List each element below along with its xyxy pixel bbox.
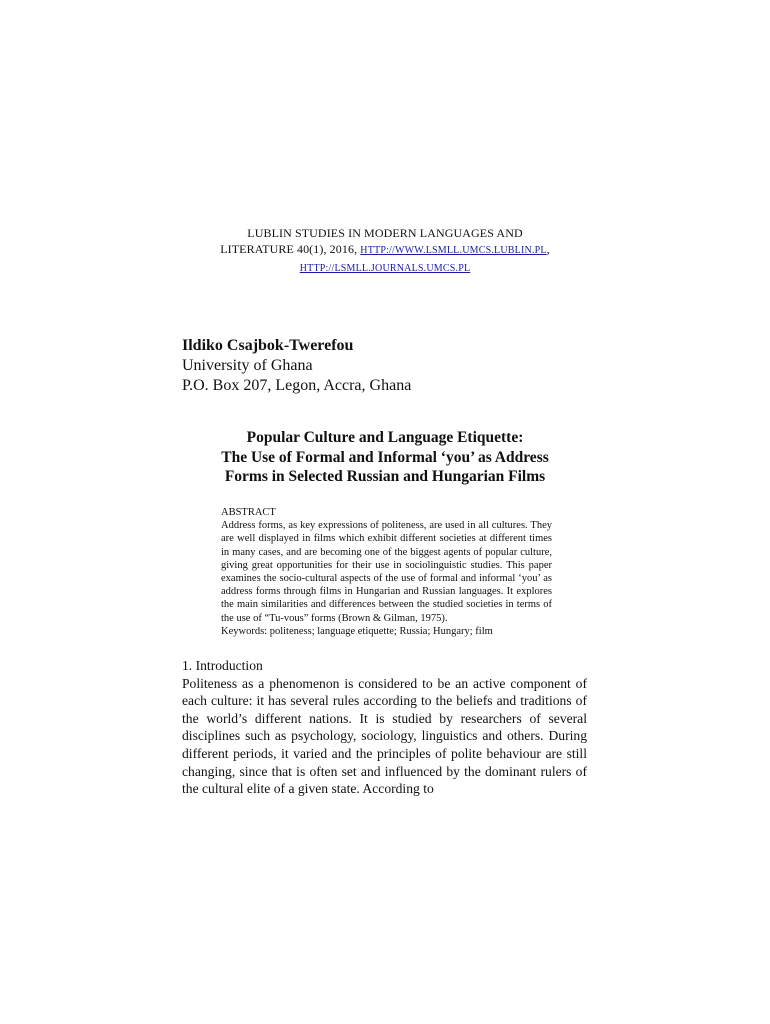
journal-link-journals[interactable]: HTTP://LSMLL.JOURNALS.UMCS.PL <box>299 263 471 274</box>
abstract-keywords: Keywords: politeness; language etiquette; Russia; Hungary; film <box>221 625 493 637</box>
author-address: P.O. Box 207, Legon, Accra, Ghana <box>182 377 412 394</box>
paper-title-line-1: Popular Culture and Language Etiquette: <box>246 429 524 446</box>
journal-link-lsmll[interactable]: HTTP://WWW.LSMLL.UMCS.LUBLIN.PL <box>360 245 547 256</box>
author-name: Ildiko Csajbok-Twerefou <box>182 337 354 354</box>
introduction-section <box>182 657 587 798</box>
abstract-section <box>221 506 552 638</box>
abstract-text: Address forms, as key expressions of politeness, are used in all cultures. They are well displayed in films which exhibit different societies at different times in many cases, and are becoming one of the biggest agents of popular culture, giving great opportunities for their use in sociolinguistic studies. This paper examines the socio-cultural aspects of the use of formal and informal ‘you’ as address forms through films in Hungarian and Russian languages. It explores the main similarities and differences between the studied societies in terms of the use of “Tu-vous” forms (Brown & Gilman, 1975). <box>221 520 552 624</box>
link-separator: , <box>546 242 550 256</box>
author-affiliation: University of Ghana <box>182 357 313 374</box>
paper-title <box>160 428 610 487</box>
journal-volume-line <box>150 241 620 259</box>
section-paragraph: Politeness as a phenomenon is considered to be an active component of each culture: it has several rules according to the beliefs and traditions of the world’s different nations. It is studied by researchers of several disciplines such as psychology, sociology, linguistics and others. During different periods, it varied and the principles of polite behaviour are still changing, since that is often set and influenced by the dominant rulers of the cultural elite of a given state. According to <box>182 675 587 797</box>
abstract-heading: ABSTRACT <box>221 507 276 518</box>
paper-title-line-3: Forms in Selected Russian and Hungarian Films <box>224 468 546 485</box>
paper-title-line-2: The Use of Formal and Informal ‘you’ as Address <box>221 448 549 466</box>
journal-link-line <box>150 259 620 277</box>
journal-volume: LITERATURE 40(1), 2016, <box>220 242 358 256</box>
section-heading: 1. Introduction <box>182 658 263 673</box>
author-block <box>182 336 602 396</box>
journal-title-line: LUBLIN STUDIES IN MODERN LANGUAGES AND <box>247 226 523 240</box>
journal-header <box>150 225 620 277</box>
